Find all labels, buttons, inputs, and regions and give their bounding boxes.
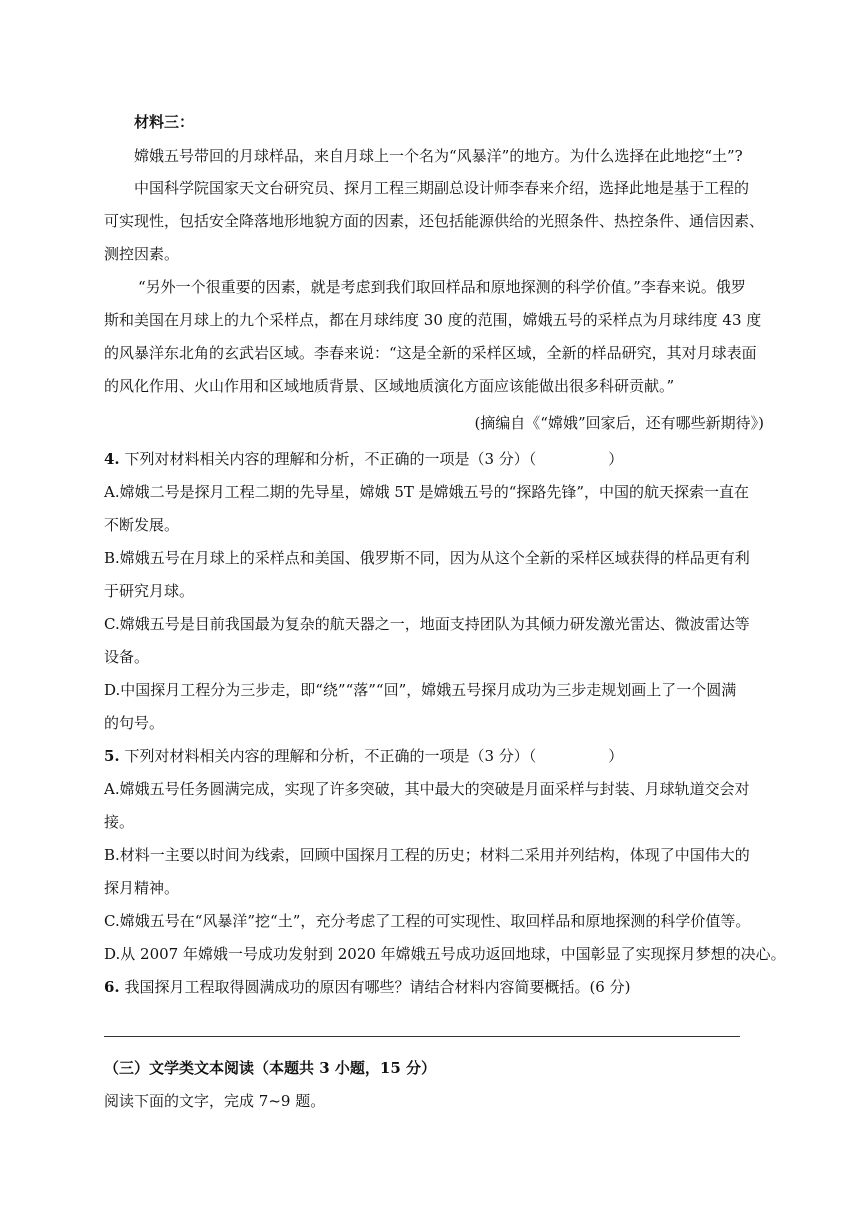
question-4-option-d-line-1: D.中国探月工程分为三步走，即“绕”“落”“回”，嫦娥五号探月成功为三步走规划画上了一个圆满 xyxy=(104,681,737,699)
material-three-paragraph-2-line-2: 可实现性，包括安全降落地形地貌方面的因素，还包括能源供给的光照条件、热控条件、通信因素、 xyxy=(104,212,765,230)
question-4-close-paren: ） xyxy=(608,450,624,468)
question-6-number: 6. xyxy=(104,978,120,996)
material-three-paragraph-2-line-1: 中国科学院国家天文台研究员、探月工程三期副总设计师李春来介绍，选择此地是基于工程的 xyxy=(134,179,750,197)
material-three-paragraph-3-line-4: 的风化作用、火山作用和区域地质背景、区域地质演化方面应该能做出很多科研贡献。” xyxy=(104,377,675,395)
material-three-paragraph-1: 嫦娥五号带回的月球样品，来自月球上一个名为“风暴洋”的地方。为什么选择在此地挖“土”? xyxy=(134,147,743,165)
question-4-option-b-line-1: B.嫦娥五号在月球上的采样点和美国、俄罗斯不同，因为从这个全新的采样区域获得的样品更有利 xyxy=(104,549,750,567)
question-4-number: 4. xyxy=(104,450,120,468)
section-three-instruction: 阅读下面的文字，完成 7~9 题。 xyxy=(104,1092,326,1110)
question-5-text: 下列对材料相关内容的理解和分析，不正确的一项是（3 分）（ xyxy=(124,747,537,765)
question-5-option-d: D.从 2007 年嫦娥一号成功发射到 2020 年嫦娥五号成功返回地球，中国彰显了实现探月梦想的决心。 xyxy=(104,945,786,963)
question-5-option-b-line-1: B.材料一主要以时间为线索，回顾中国探月工程的历史；材料二采用并列结构，体现了中国伟大的 xyxy=(104,846,750,864)
question-5-option-c: C.嫦娥五号在“风暴洋”挖“土”，充分考虑了工程的可实现性、取回样品和原地探测的科学价值等。 xyxy=(104,912,751,930)
question-4-text: 下列对材料相关内容的理解和分析，不正确的一项是（3 分）（ xyxy=(124,450,537,468)
question-4-option-a-line-2: 不断发展。 xyxy=(104,516,180,534)
question-5-option-b-line-2: 探月精神。 xyxy=(104,879,180,897)
material-three-paragraph-3-line-2: 斯和美国在月球上的九个采样点，都在月球纬度 30 度的范围，嫦娥五号的采样点为月球纬度 43 度 xyxy=(104,311,762,329)
question-4-option-c-line-2: 设备。 xyxy=(104,648,150,666)
material-three-heading: 材料三： xyxy=(134,113,195,131)
material-three-paragraph-2-line-3: 测控因素。 xyxy=(104,245,180,263)
question-5-close-paren: ） xyxy=(608,747,624,765)
answer-line xyxy=(104,1036,740,1037)
material-three-paragraph-3-line-3: 的风暴洋东北角的玄武岩区域。李春来说：“这是全新的采样区域，全新的样品研究，其对月球表面 xyxy=(104,344,757,362)
question-5-stem xyxy=(104,746,764,766)
material-three-paragraph-3-line-1: “另外一个很重要的因素，就是考虑到我们取回样品和原地探测的科学价值。”李春来说。俄罗 xyxy=(138,278,746,296)
question-4-option-a-line-1: A.嫦娥二号是探月工程二期的先导星，嫦娥 5T 是嫦娥五号的“探路先锋”，中国的航天探索一直在 xyxy=(104,483,750,501)
question-4-option-b-line-2: 于研究月球。 xyxy=(104,582,195,600)
question-5-option-a-line-2: 接。 xyxy=(104,813,135,831)
question-4-stem xyxy=(104,449,764,469)
section-three-heading: （三）文学类文本阅读（本题共 3 小题，15 分） xyxy=(104,1059,436,1077)
source-citation: (摘编自《“嫦娥”回家后，还有哪些新期待》) xyxy=(474,414,764,432)
question-6-text: 我国探月工程取得圆满成功的原因有哪些？请结合材料内容简要概括。(6 分) xyxy=(124,978,631,996)
question-5-number: 5. xyxy=(104,747,120,765)
question-4-option-d-line-2: 的句号。 xyxy=(104,714,165,732)
question-4-option-c-line-1: C.嫦娥五号是目前我国最为复杂的航天器之一，地面支持团队为其倾力研发激光雷达、微波雷达等 xyxy=(104,615,750,633)
question-5-option-a-line-1: A.嫦娥五号任务圆满完成，实现了许多突破，其中最大的突破是月面采样与封装、月球轨道交会对 xyxy=(104,780,750,798)
question-6 xyxy=(104,977,764,997)
